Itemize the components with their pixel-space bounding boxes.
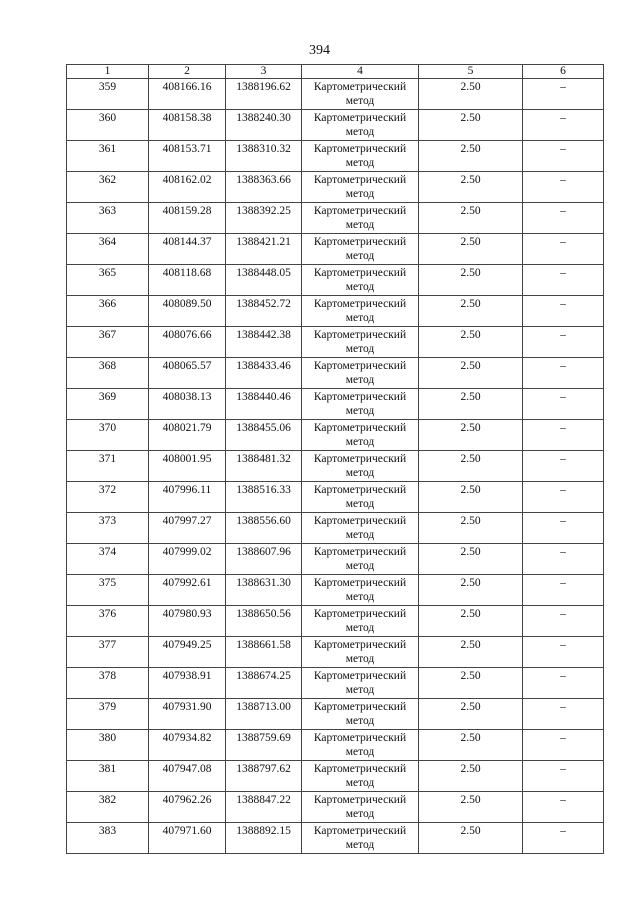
point-number-cell: 371 bbox=[67, 451, 149, 482]
y-coordinate-cell: 1388631.30 bbox=[226, 575, 302, 606]
accuracy-cell: 2.50 bbox=[419, 389, 523, 420]
point-number-cell: 377 bbox=[67, 637, 149, 668]
method-cell bbox=[302, 792, 419, 823]
method-cell bbox=[302, 761, 419, 792]
note-cell: – bbox=[523, 637, 604, 668]
x-coordinate-cell: 408038.13 bbox=[149, 389, 226, 420]
method-line-1: Картометрический bbox=[313, 546, 407, 558]
method-line-1: Картометрический bbox=[313, 732, 407, 744]
y-coordinate-cell: 1388363.66 bbox=[226, 172, 302, 203]
method-cell bbox=[302, 606, 419, 637]
y-coordinate-cell: 1388310.32 bbox=[226, 141, 302, 172]
point-number-cell: 359 bbox=[67, 79, 149, 110]
y-coordinate-cell: 1388196.62 bbox=[226, 79, 302, 110]
method-line-2: метод bbox=[345, 95, 375, 107]
method-cell bbox=[302, 637, 419, 668]
point-number-cell: 378 bbox=[67, 668, 149, 699]
y-coordinate-cell: 1388847.22 bbox=[226, 792, 302, 823]
point-number-cell: 375 bbox=[67, 575, 149, 606]
accuracy-cell: 2.50 bbox=[419, 730, 523, 761]
method-line-2: метод bbox=[345, 436, 375, 448]
note-cell: – bbox=[523, 265, 604, 296]
method-cell bbox=[302, 265, 419, 296]
accuracy-cell: 2.50 bbox=[419, 79, 523, 110]
method-line-1: Картометрический bbox=[313, 81, 407, 93]
y-coordinate-cell: 1388240.30 bbox=[226, 110, 302, 141]
method-cell bbox=[302, 358, 419, 389]
point-number-cell: 363 bbox=[67, 203, 149, 234]
y-coordinate-cell: 1388892.15 bbox=[226, 823, 302, 854]
header-col-4: 4 bbox=[302, 65, 419, 79]
method-line-1: Картометрический bbox=[313, 763, 407, 775]
x-coordinate-cell: 407962.26 bbox=[149, 792, 226, 823]
method-line-2: метод bbox=[345, 250, 375, 262]
table-row bbox=[67, 451, 604, 482]
table-row bbox=[67, 575, 604, 606]
method-line-2: метод bbox=[345, 591, 375, 603]
x-coordinate-cell: 407938.91 bbox=[149, 668, 226, 699]
method-cell bbox=[302, 668, 419, 699]
point-number-cell: 382 bbox=[67, 792, 149, 823]
x-coordinate-cell: 408001.95 bbox=[149, 451, 226, 482]
method-line-2: метод bbox=[345, 715, 375, 727]
method-cell bbox=[302, 420, 419, 451]
table-row bbox=[67, 730, 604, 761]
method-cell bbox=[302, 451, 419, 482]
method-cell bbox=[302, 575, 419, 606]
table-row bbox=[67, 668, 604, 699]
point-number-cell: 372 bbox=[67, 482, 149, 513]
method-cell bbox=[302, 823, 419, 854]
x-coordinate-cell: 408158.38 bbox=[149, 110, 226, 141]
accuracy-cell: 2.50 bbox=[419, 172, 523, 203]
accuracy-cell: 2.50 bbox=[419, 358, 523, 389]
note-cell: – bbox=[523, 358, 604, 389]
point-number-cell: 366 bbox=[67, 296, 149, 327]
point-number-cell: 374 bbox=[67, 544, 149, 575]
method-line-1: Картометрический bbox=[313, 577, 407, 589]
y-coordinate-cell: 1388392.25 bbox=[226, 203, 302, 234]
y-coordinate-cell: 1388433.46 bbox=[226, 358, 302, 389]
method-line-2: метод bbox=[345, 808, 375, 820]
y-coordinate-cell: 1388650.56 bbox=[226, 606, 302, 637]
accuracy-cell: 2.50 bbox=[419, 141, 523, 172]
note-cell: – bbox=[523, 668, 604, 699]
point-number-cell: 365 bbox=[67, 265, 149, 296]
point-number-cell: 367 bbox=[67, 327, 149, 358]
method-line-1: Картометрический bbox=[313, 484, 407, 496]
method-cell bbox=[302, 389, 419, 420]
accuracy-cell: 2.50 bbox=[419, 637, 523, 668]
accuracy-cell: 2.50 bbox=[419, 110, 523, 141]
method-line-2: метод bbox=[345, 746, 375, 758]
method-line-1: Картометрический bbox=[313, 267, 407, 279]
table-row bbox=[67, 823, 604, 854]
method-line-1: Картометрический bbox=[313, 205, 407, 217]
method-line-2: метод bbox=[345, 839, 375, 851]
table-row bbox=[67, 203, 604, 234]
header-col-3: 3 bbox=[226, 65, 302, 79]
note-cell: – bbox=[523, 699, 604, 730]
method-line-2: метод bbox=[345, 126, 375, 138]
y-coordinate-cell: 1388455.06 bbox=[226, 420, 302, 451]
x-coordinate-cell: 407949.25 bbox=[149, 637, 226, 668]
method-line-1: Картометрический bbox=[313, 639, 407, 651]
note-cell: – bbox=[523, 730, 604, 761]
accuracy-cell: 2.50 bbox=[419, 792, 523, 823]
method-line-2: метод bbox=[345, 219, 375, 231]
y-coordinate-cell: 1388713.00 bbox=[226, 699, 302, 730]
header-row bbox=[67, 65, 604, 79]
y-coordinate-cell: 1388452.72 bbox=[226, 296, 302, 327]
accuracy-cell: 2.50 bbox=[419, 761, 523, 792]
y-coordinate-cell: 1388516.33 bbox=[226, 482, 302, 513]
note-cell: – bbox=[523, 141, 604, 172]
x-coordinate-cell: 407931.90 bbox=[149, 699, 226, 730]
y-coordinate-cell: 1388661.58 bbox=[226, 637, 302, 668]
method-cell bbox=[302, 141, 419, 172]
method-line-2: метод bbox=[345, 684, 375, 696]
method-line-1: Картометрический bbox=[313, 453, 407, 465]
y-coordinate-cell: 1388442.38 bbox=[226, 327, 302, 358]
method-cell bbox=[302, 544, 419, 575]
x-coordinate-cell: 407947.08 bbox=[149, 761, 226, 792]
note-cell: – bbox=[523, 451, 604, 482]
accuracy-cell: 2.50 bbox=[419, 699, 523, 730]
note-cell: – bbox=[523, 327, 604, 358]
method-cell bbox=[302, 327, 419, 358]
y-coordinate-cell: 1388440.46 bbox=[226, 389, 302, 420]
accuracy-cell: 2.50 bbox=[419, 575, 523, 606]
x-coordinate-cell: 408118.68 bbox=[149, 265, 226, 296]
table-row bbox=[67, 389, 604, 420]
method-line-2: метод bbox=[345, 777, 375, 789]
method-line-2: метод bbox=[345, 653, 375, 665]
method-cell bbox=[302, 110, 419, 141]
method-line-1: Картометрический bbox=[313, 143, 407, 155]
y-coordinate-cell: 1388759.69 bbox=[226, 730, 302, 761]
x-coordinate-cell: 408089.50 bbox=[149, 296, 226, 327]
accuracy-cell: 2.50 bbox=[419, 296, 523, 327]
method-line-2: метод bbox=[345, 529, 375, 541]
header-col-5: 5 bbox=[419, 65, 523, 79]
table-row bbox=[67, 296, 604, 327]
note-cell: – bbox=[523, 296, 604, 327]
accuracy-cell: 2.50 bbox=[419, 544, 523, 575]
point-number-cell: 368 bbox=[67, 358, 149, 389]
method-cell bbox=[302, 730, 419, 761]
method-line-2: метод bbox=[345, 281, 375, 293]
point-number-cell: 369 bbox=[67, 389, 149, 420]
point-number-cell: 373 bbox=[67, 513, 149, 544]
x-coordinate-cell: 408159.28 bbox=[149, 203, 226, 234]
x-coordinate-cell: 407996.11 bbox=[149, 482, 226, 513]
method-line-1: Картометрический bbox=[313, 422, 407, 434]
y-coordinate-cell: 1388481.32 bbox=[226, 451, 302, 482]
point-number-cell: 376 bbox=[67, 606, 149, 637]
method-cell bbox=[302, 296, 419, 327]
x-coordinate-cell: 408065.57 bbox=[149, 358, 226, 389]
note-cell: – bbox=[523, 389, 604, 420]
point-number-cell: 380 bbox=[67, 730, 149, 761]
method-line-1: Картометрический bbox=[313, 360, 407, 372]
note-cell: – bbox=[523, 513, 604, 544]
x-coordinate-cell: 407997.27 bbox=[149, 513, 226, 544]
note-cell: – bbox=[523, 203, 604, 234]
y-coordinate-cell: 1388607.96 bbox=[226, 544, 302, 575]
x-coordinate-cell: 407980.93 bbox=[149, 606, 226, 637]
method-line-1: Картометрический bbox=[313, 112, 407, 124]
header-col-1: 1 bbox=[67, 65, 149, 79]
header-col-2: 2 bbox=[149, 65, 226, 79]
point-number-cell: 362 bbox=[67, 172, 149, 203]
method-line-2: метод bbox=[345, 157, 375, 169]
coordinates-table bbox=[66, 64, 604, 854]
method-cell bbox=[302, 172, 419, 203]
note-cell: – bbox=[523, 792, 604, 823]
x-coordinate-cell: 408153.71 bbox=[149, 141, 226, 172]
method-line-1: Картометрический bbox=[313, 825, 407, 837]
accuracy-cell: 2.50 bbox=[419, 823, 523, 854]
note-cell: – bbox=[523, 110, 604, 141]
table-row bbox=[67, 358, 604, 389]
table-row bbox=[67, 544, 604, 575]
accuracy-cell: 2.50 bbox=[419, 451, 523, 482]
note-cell: – bbox=[523, 79, 604, 110]
table-row bbox=[67, 637, 604, 668]
note-cell: – bbox=[523, 234, 604, 265]
note-cell: – bbox=[523, 575, 604, 606]
method-line-1: Картометрический bbox=[313, 515, 407, 527]
method-line-1: Картометрический bbox=[313, 701, 407, 713]
accuracy-cell: 2.50 bbox=[419, 482, 523, 513]
point-number-cell: 370 bbox=[67, 420, 149, 451]
method-cell bbox=[302, 513, 419, 544]
point-number-cell: 360 bbox=[67, 110, 149, 141]
table-row bbox=[67, 234, 604, 265]
x-coordinate-cell: 407999.02 bbox=[149, 544, 226, 575]
x-coordinate-cell: 407992.61 bbox=[149, 575, 226, 606]
page-number: 394 bbox=[309, 43, 330, 58]
method-line-1: Картометрический bbox=[313, 298, 407, 310]
point-number-cell: 364 bbox=[67, 234, 149, 265]
method-line-2: метод bbox=[345, 312, 375, 324]
accuracy-cell: 2.50 bbox=[419, 606, 523, 637]
method-line-1: Картометрический bbox=[313, 174, 407, 186]
table-body bbox=[67, 79, 604, 854]
note-cell: – bbox=[523, 606, 604, 637]
point-number-cell: 383 bbox=[67, 823, 149, 854]
y-coordinate-cell: 1388797.62 bbox=[226, 761, 302, 792]
method-cell bbox=[302, 203, 419, 234]
y-coordinate-cell: 1388674.25 bbox=[226, 668, 302, 699]
x-coordinate-cell: 407971.60 bbox=[149, 823, 226, 854]
note-cell: – bbox=[523, 544, 604, 575]
x-coordinate-cell: 408021.79 bbox=[149, 420, 226, 451]
point-number-cell: 379 bbox=[67, 699, 149, 730]
accuracy-cell: 2.50 bbox=[419, 327, 523, 358]
table-row bbox=[67, 792, 604, 823]
x-coordinate-cell: 408144.37 bbox=[149, 234, 226, 265]
table-row bbox=[67, 513, 604, 544]
y-coordinate-cell: 1388448.05 bbox=[226, 265, 302, 296]
table-row bbox=[67, 606, 604, 637]
method-cell bbox=[302, 79, 419, 110]
table-row bbox=[67, 172, 604, 203]
accuracy-cell: 2.50 bbox=[419, 203, 523, 234]
method-line-1: Картометрический bbox=[313, 670, 407, 682]
table-row bbox=[67, 141, 604, 172]
x-coordinate-cell: 408166.16 bbox=[149, 79, 226, 110]
method-line-1: Картометрический bbox=[313, 329, 407, 341]
method-line-2: метод bbox=[345, 343, 375, 355]
method-line-2: метод bbox=[345, 498, 375, 510]
table-row bbox=[67, 327, 604, 358]
accuracy-cell: 2.50 bbox=[419, 420, 523, 451]
method-line-2: метод bbox=[345, 405, 375, 417]
method-cell bbox=[302, 482, 419, 513]
table-row bbox=[67, 482, 604, 513]
method-line-2: метод bbox=[345, 188, 375, 200]
table-row bbox=[67, 699, 604, 730]
table-row bbox=[67, 79, 604, 110]
accuracy-cell: 2.50 bbox=[419, 234, 523, 265]
table-row bbox=[67, 761, 604, 792]
method-line-2: метод bbox=[345, 560, 375, 572]
note-cell: – bbox=[523, 823, 604, 854]
y-coordinate-cell: 1388421.21 bbox=[226, 234, 302, 265]
point-number-cell: 381 bbox=[67, 761, 149, 792]
method-line-2: метод bbox=[345, 374, 375, 386]
table-row bbox=[67, 110, 604, 141]
table-row bbox=[67, 420, 604, 451]
accuracy-cell: 2.50 bbox=[419, 265, 523, 296]
method-cell bbox=[302, 234, 419, 265]
note-cell: – bbox=[523, 172, 604, 203]
method-line-1: Картометрический bbox=[313, 236, 407, 248]
method-line-2: метод bbox=[345, 622, 375, 634]
accuracy-cell: 2.50 bbox=[419, 513, 523, 544]
x-coordinate-cell: 408076.66 bbox=[149, 327, 226, 358]
note-cell: – bbox=[523, 482, 604, 513]
accuracy-cell: 2.50 bbox=[419, 668, 523, 699]
y-coordinate-cell: 1388556.60 bbox=[226, 513, 302, 544]
point-number-cell: 361 bbox=[67, 141, 149, 172]
header-col-6: 6 bbox=[523, 65, 604, 79]
x-coordinate-cell: 408162.02 bbox=[149, 172, 226, 203]
note-cell: – bbox=[523, 420, 604, 451]
method-cell bbox=[302, 699, 419, 730]
method-line-1: Картометрический bbox=[313, 608, 407, 620]
x-coordinate-cell: 407934.82 bbox=[149, 730, 226, 761]
method-line-1: Картометрический bbox=[313, 391, 407, 403]
table-row bbox=[67, 265, 604, 296]
note-cell: – bbox=[523, 761, 604, 792]
method-line-1: Картометрический bbox=[313, 794, 407, 806]
method-line-2: метод bbox=[345, 467, 375, 479]
